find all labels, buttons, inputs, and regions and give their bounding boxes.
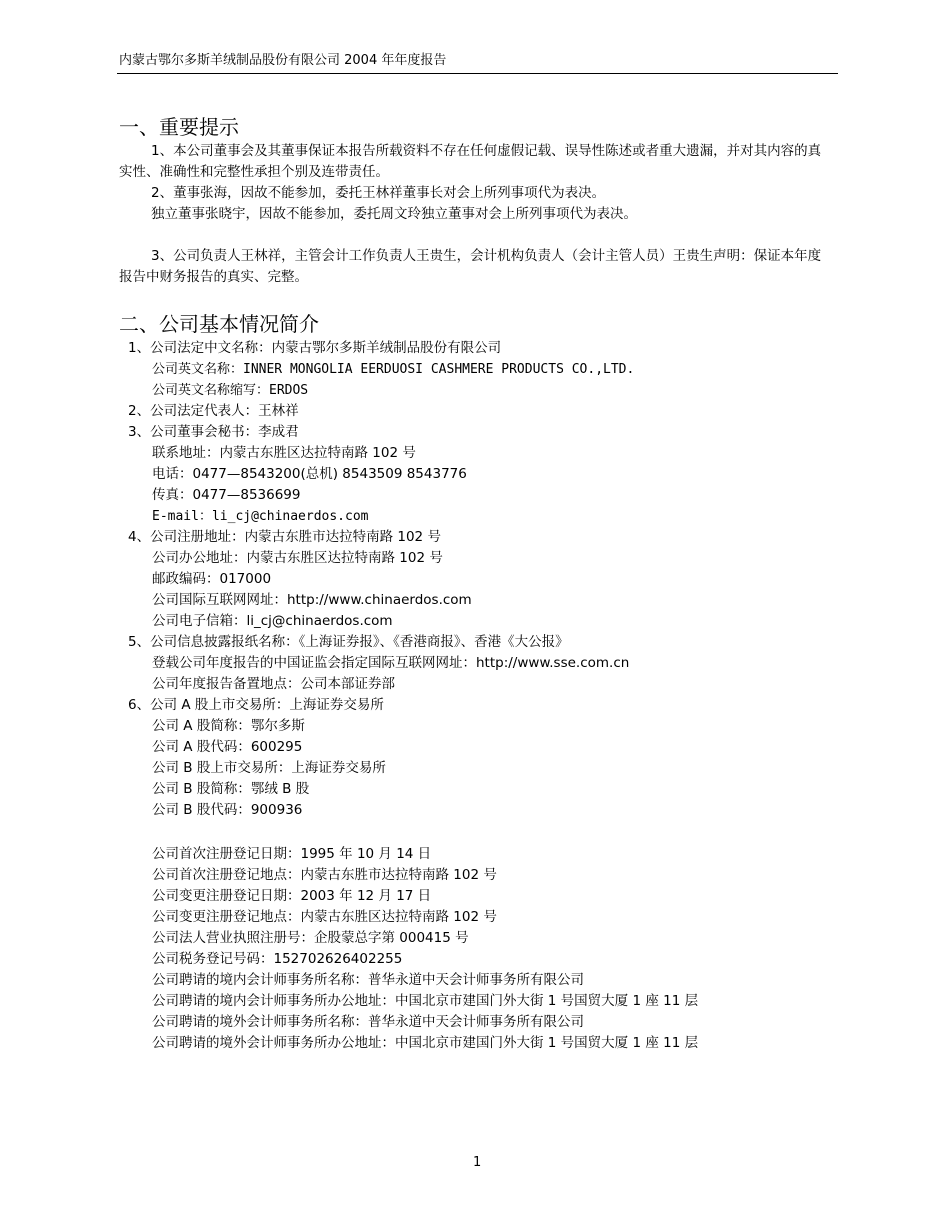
info-line-domestic-auditor: 公司聘请的境内会计师事务所名称：普华永道中天会计师事务所有限公司: [152, 972, 584, 988]
info-line-report-location: 公司年度报告备置地点：公司本部证券部: [152, 676, 395, 692]
page-number: 1: [473, 1155, 482, 1170]
info-line-a-share-name: 公司 A 股简称：鄂尔多斯: [152, 718, 305, 734]
header-divider: [117, 73, 838, 74]
info-line-b-share-code: 公司 B 股代码：900936: [152, 802, 303, 818]
info-line-fax: 传真：0477—8536699: [152, 487, 301, 503]
info-line-a-share-exchange: 6、公司 A 股上市交易所：上海证券交易所: [128, 697, 384, 713]
info-line-contact-address: 联系地址：内蒙古东胜区达拉特南路 102 号: [152, 445, 416, 461]
info-line-registered-address: 4、公司注册地址：内蒙古东胜市达拉特南路 102 号: [128, 529, 441, 545]
info-line-business-license: 公司法人营业执照注册号：企股蒙总字第 000415 号: [152, 930, 469, 946]
info-line-first-registration-date: 公司首次注册登记日期：1995 年 10 月 14 日: [152, 846, 432, 862]
info-line-website: 公司国际互联网网址：http://www.chinaerdos.com: [152, 592, 472, 608]
info-line-b-share-exchange: 公司 B 股上市交易所：上海证券交易所: [152, 760, 386, 776]
info-line-company-email: 公司电子信箱：li_cj@chinaerdos.com: [152, 613, 393, 629]
info-line-report-website: 登载公司年度报告的中国证监会指定国际互联网网址：http://www.sse.com.cn: [152, 655, 630, 671]
info-line-email: E-mail：li_cj@chinaerdos.com: [152, 509, 369, 524]
section-title-important-notice: 一、重要提示: [119, 115, 239, 139]
notice-paragraph-1: 1、本公司董事会及其董事保证本报告所载资料不存在任何虚假记载、误导性陈述或者重大遗漏，并对其内容的真实性、准确性和完整性承担个别及连带责任。: [119, 143, 822, 180]
info-line-overseas-auditor: 公司聘请的境外会计师事务所名称：普华永道中天会计师事务所有限公司: [152, 1014, 584, 1030]
page-header: 内蒙古鄂尔多斯羊绒制品股份有限公司 2004 年年度报告: [119, 53, 447, 68]
notice-paragraph-3: 独立董事张晓宇，因故不能参加，委托周文玲独立董事对会上所列事项代为表决。: [151, 206, 637, 222]
info-line-board-secretary: 3、公司董事会秘书：李成君: [128, 424, 299, 440]
info-line-telephone: 电话：0477—8543200(总机) 8543509 8543776: [152, 466, 467, 482]
info-line-disclosure-newspapers: 5、公司信息披露报纸名称：《上海证券报》、《香港商报》、香港《大公报》: [128, 634, 569, 650]
info-line-tax-number: 公司税务登记号码：152702626402255: [152, 951, 403, 967]
info-line-english-name: 公司英文名称：INNER MONGOLIA EERDUOSI CASHMERE PRODUCTS CO.,LTD.: [152, 362, 635, 377]
info-line-english-abbr: 公司英文名称缩写：ERDOS: [152, 383, 309, 398]
info-line-first-registration-place: 公司首次注册登记地点：内蒙古东胜市达拉特南路 102 号: [152, 867, 497, 883]
info-line-overseas-auditor-address: 公司聘请的境外会计师事务所办公地址：中国北京市建国门外大街 1 号国贸大厦 1 座 11 层: [152, 1035, 699, 1051]
info-line-postal-code: 邮政编码：017000: [152, 571, 272, 587]
info-line-change-registration-place: 公司变更注册登记地点：内蒙古东胜区达拉特南路 102 号: [152, 909, 497, 925]
section-title-company-profile: 二、公司基本情况简介: [119, 312, 319, 336]
notice-paragraph-2: 2、董事张海，因故不能参加，委托王林祥董事长对会上所列事项代为表决。: [151, 185, 606, 201]
info-line-legal-rep: 2、公司法定代表人：王林祥: [128, 403, 299, 419]
info-line-b-share-name: 公司 B 股简称：鄂绒 B 股: [152, 781, 310, 797]
info-line-office-address: 公司办公地址：内蒙古东胜区达拉特南路 102 号: [152, 550, 443, 566]
info-line-a-share-code: 公司 A 股代码：600295: [152, 739, 303, 755]
info-line-change-registration-date: 公司变更注册登记日期：2003 年 12 月 17 日: [152, 888, 432, 904]
info-line-chinese-name: 1、公司法定中文名称：内蒙古鄂尔多斯羊绒制品股份有限公司: [128, 340, 502, 356]
info-line-domestic-auditor-address: 公司聘请的境内会计师事务所办公地址：中国北京市建国门外大街 1 号国贸大厦 1 座 11 层: [152, 993, 699, 1009]
notice-paragraph-4: 3、公司负责人王林祥，主管会计工作负责人王贵生，会计机构负责人（会计主管人员）王贵生声明：保证本年度报告中财务报告的真实、完整。: [119, 248, 822, 285]
